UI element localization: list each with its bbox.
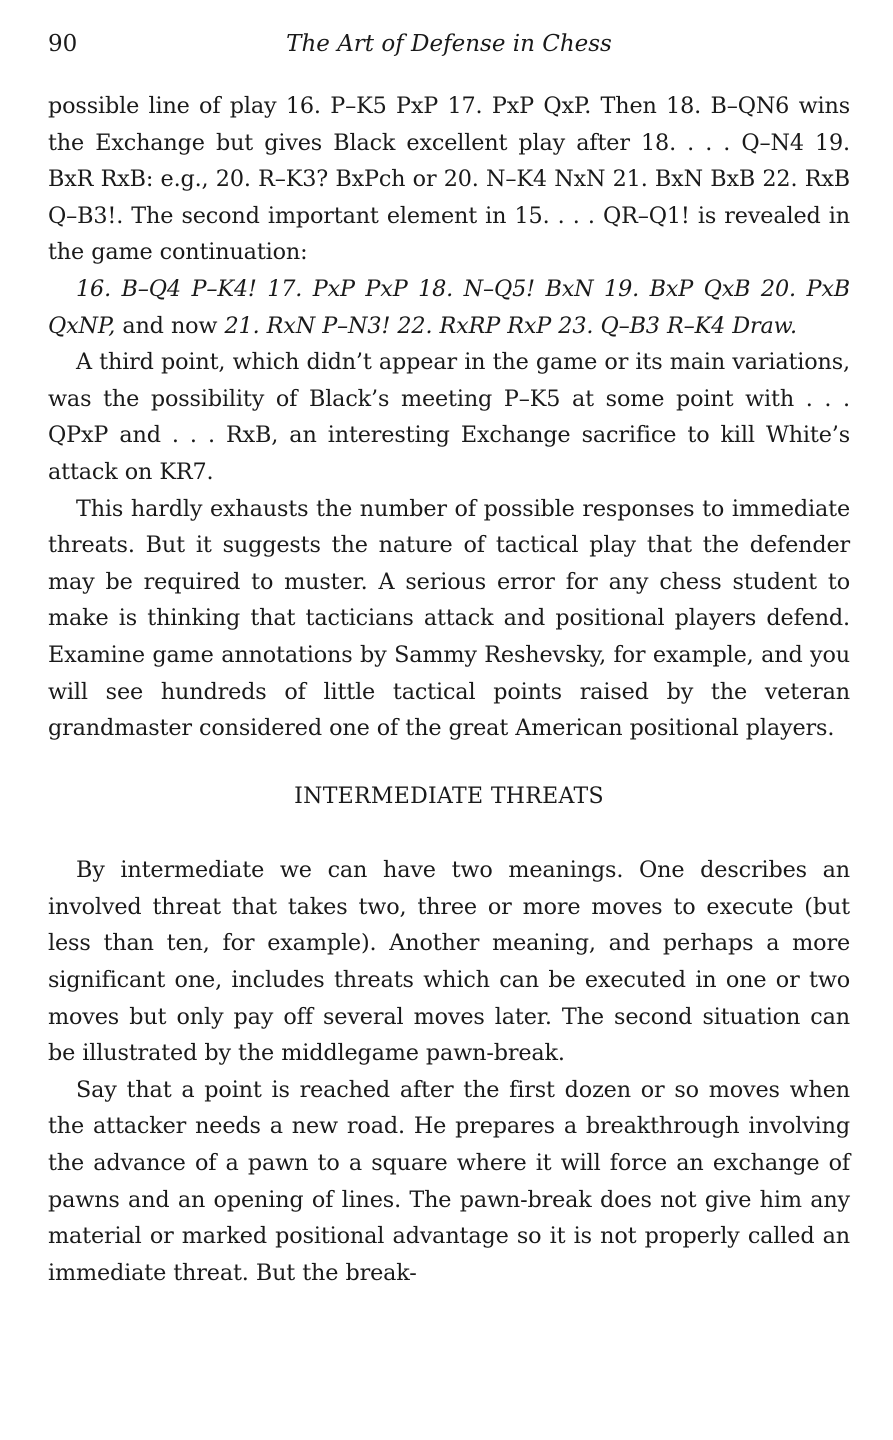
connecting-text: and now <box>115 312 225 339</box>
page-number: 90 <box>48 31 78 57</box>
move-sequence-main: 16. B–Q4 P–K4! 17. PxP PxP 18. N–Q5! BxN 19. BxP QxB 20. PxB QxNP, <box>48 275 850 339</box>
page-body <box>48 88 850 1291</box>
move-sequence-draw: 21. RxN P–N3! 22. RxRP RxP 23. Q–B3 R–K4 Draw. <box>224 312 797 339</box>
paragraph-continuation: possible line of play 16. P–K5 PxP 17. PxP QxP. Then 18. B–QN6 wins the Exchange but gives Black excellent play after 18. . . . Q–N4 19. BxR RxB: e.g., 20. R–K3? BxPch or 20. N–K4 NxN 21. BxN BxB 22. RxB Q–B3!. The second important element in 15. . . . QR–Q1! is revealed in the game continuation: <box>48 93 850 266</box>
paragraph-game-continuation <box>48 271 850 344</box>
paragraph-intermediate-meanings: By intermediate we can have two meanings. One describes an involved threat that takes two, three or more moves to execute (but less than ten, for example). Another meaning, and perhaps a more significant one, includes threats which can be executed in one or two moves but only pay off several moves later. The second situation can be illustrated by the middlegame pawn-break. <box>48 857 850 1067</box>
running-title: The Art of Defense in Chess <box>286 31 612 57</box>
paragraph-third-point: A third point, which didn’t appear in the game or its main variations, was the possibility of Black’s meeting P–K5 at some point with . . . QPxP and . . . RxB, an interesting Exchange sacrifice to kill White’s attack on KR7. <box>48 349 850 485</box>
book-page <box>48 30 850 1291</box>
paragraph-responses: This hardly exhausts the number of possible responses to immediate threats. But it suggests the nature of tactical play that the defender may be required to muster. A serious error for any chess student to make is thinking that tacticians attack and positional players defend. Examine game annotations by Sammy Reshevsky, for example, and you will see hundreds of little tactical points raised by the veteran grandmaster considered one of the great American positional players. <box>48 495 850 742</box>
section-heading: INTERMEDIATE THREATS <box>294 783 604 809</box>
paragraph-pawn-break: Say that a point is reached after the first dozen or so moves when the attacker needs a new road. He prepares a breakthrough involving the advance of a pawn to a square where it will force an exchange of pawns and an opening of lines. The pawn-break does not give him any material or marked positional advantage so it is not properly called an immediate threat. But the break- <box>48 1076 850 1286</box>
page-header <box>48 30 850 66</box>
